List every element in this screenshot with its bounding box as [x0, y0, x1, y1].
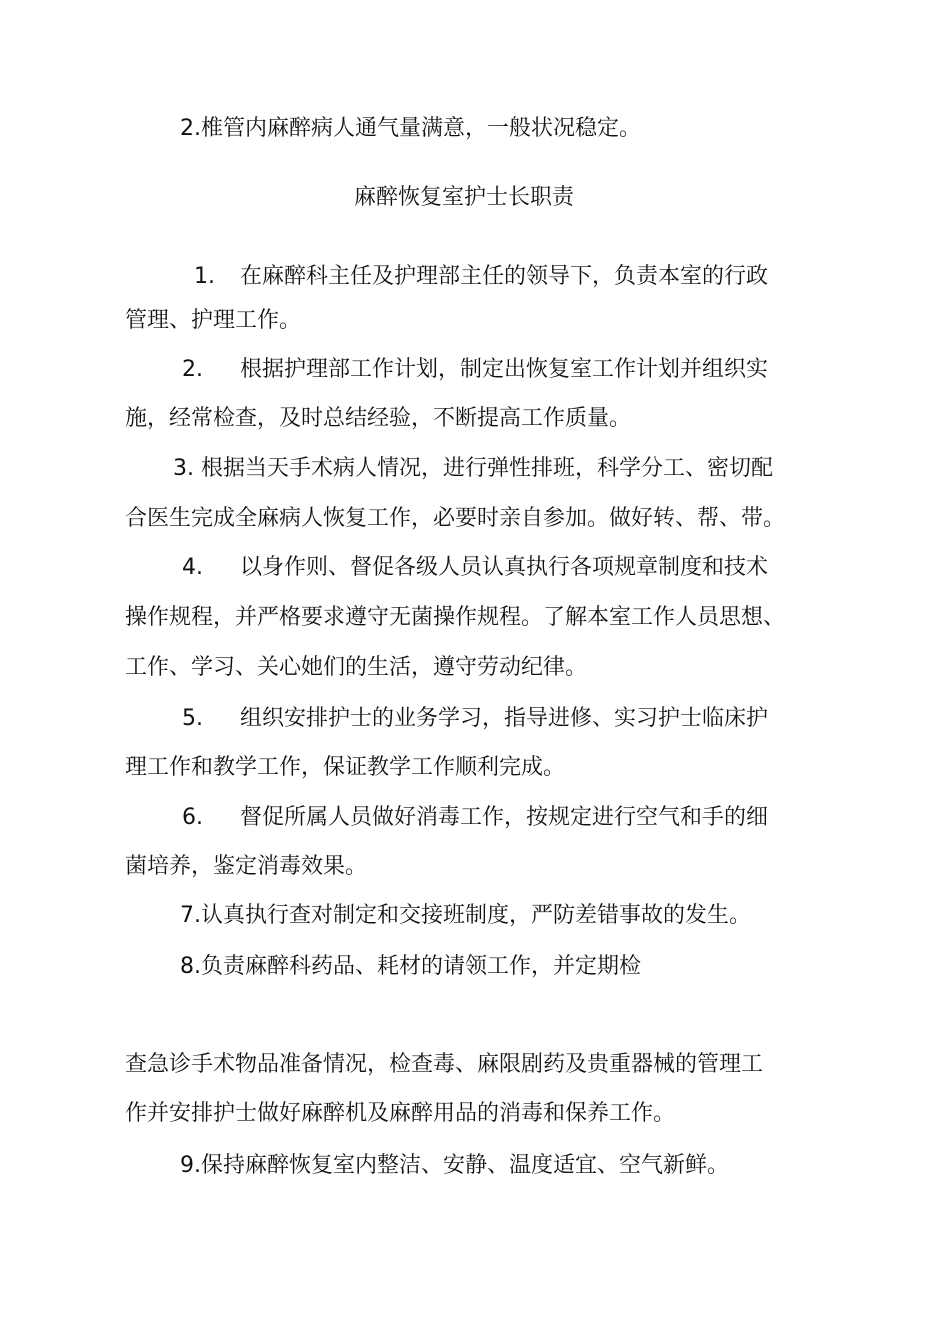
intro-line: 2.椎管内麻醉病人通气量满意，一般状况稳定。: [180, 116, 641, 141]
item-number: 4.: [182, 555, 203, 580]
list-item-1-line-1: 1. 在麻醉科主任及护理部主任的领导下，负责本室的行政: [194, 262, 768, 292]
item-number: 2.: [182, 357, 203, 382]
list-item-3-line-1: 3. 根据当天手术病人情况，进行弹性排班，科学分工、密切配: [173, 454, 773, 484]
list-item-2-line-2: 施，经常检查，及时总结经验，不断提高工作质量。: [125, 406, 632, 431]
list-item-7-line-1: 7.认真执行查对制定和交接班制度，严防差错事故的发生。: [180, 901, 751, 931]
list-item-5-line-1: 5. 组织安排护士的业务学习，指导进修、实习护士临床护: [182, 704, 768, 734]
list-item-9-line-1: 9.保持麻醉恢复室内整洁、安静、温度适宜、空气新鲜。: [180, 1151, 729, 1181]
item-number: 6.: [182, 805, 203, 830]
item-number: 1.: [194, 264, 215, 289]
list-item-8-line-3: 作并安排护士做好麻醉机及麻醉用品的消毒和保养工作。: [125, 1101, 676, 1126]
list-item-1-line-2: 管理、护理工作。: [125, 308, 302, 333]
list-item-4-line-2: 操作规程，并严格要求遵守无菌操作规程。了解本室工作人员思想、: [125, 605, 786, 630]
list-item-4-line-1: 4. 以身作则、督促各级人员认真执行各项规章制度和技术: [182, 553, 768, 583]
list-item-3-line-2: 合医生完成全麻病人恢复工作，必要时亲自参加。做好转、帮、带。: [125, 506, 786, 531]
list-item-6-line-1: 6. 督促所属人员做好消毒工作，按规定进行空气和手的细: [182, 803, 768, 833]
list-item-8-line-1: 8.负责麻醉科药品、耗材的请领工作，并定期检: [180, 952, 641, 982]
item-number: 7.: [180, 903, 201, 928]
list-item-2-line-1: 2. 根据护理部工作计划，制定出恢复室工作计划并组织实: [182, 355, 768, 385]
list-item-8-line-2: 查急诊手术物品准备情况，检查毒、麻限剧药及贵重器械的管理工: [125, 1052, 764, 1077]
item-number: 9.: [180, 1153, 201, 1178]
page-title: 麻醉恢复室护士长职责: [354, 185, 575, 210]
item-number: 3.: [173, 456, 194, 481]
list-item-5-line-2: 理工作和教学工作，保证教学工作顺利完成。: [125, 755, 566, 780]
list-item-6-line-2: 菌培养，鉴定消毒效果。: [125, 854, 368, 879]
item-number: 5.: [182, 706, 203, 731]
item-number: 8.: [180, 954, 201, 979]
list-item-4-line-3: 工作、学习、关心她们的生活，遵守劳动纪律。: [125, 655, 588, 680]
